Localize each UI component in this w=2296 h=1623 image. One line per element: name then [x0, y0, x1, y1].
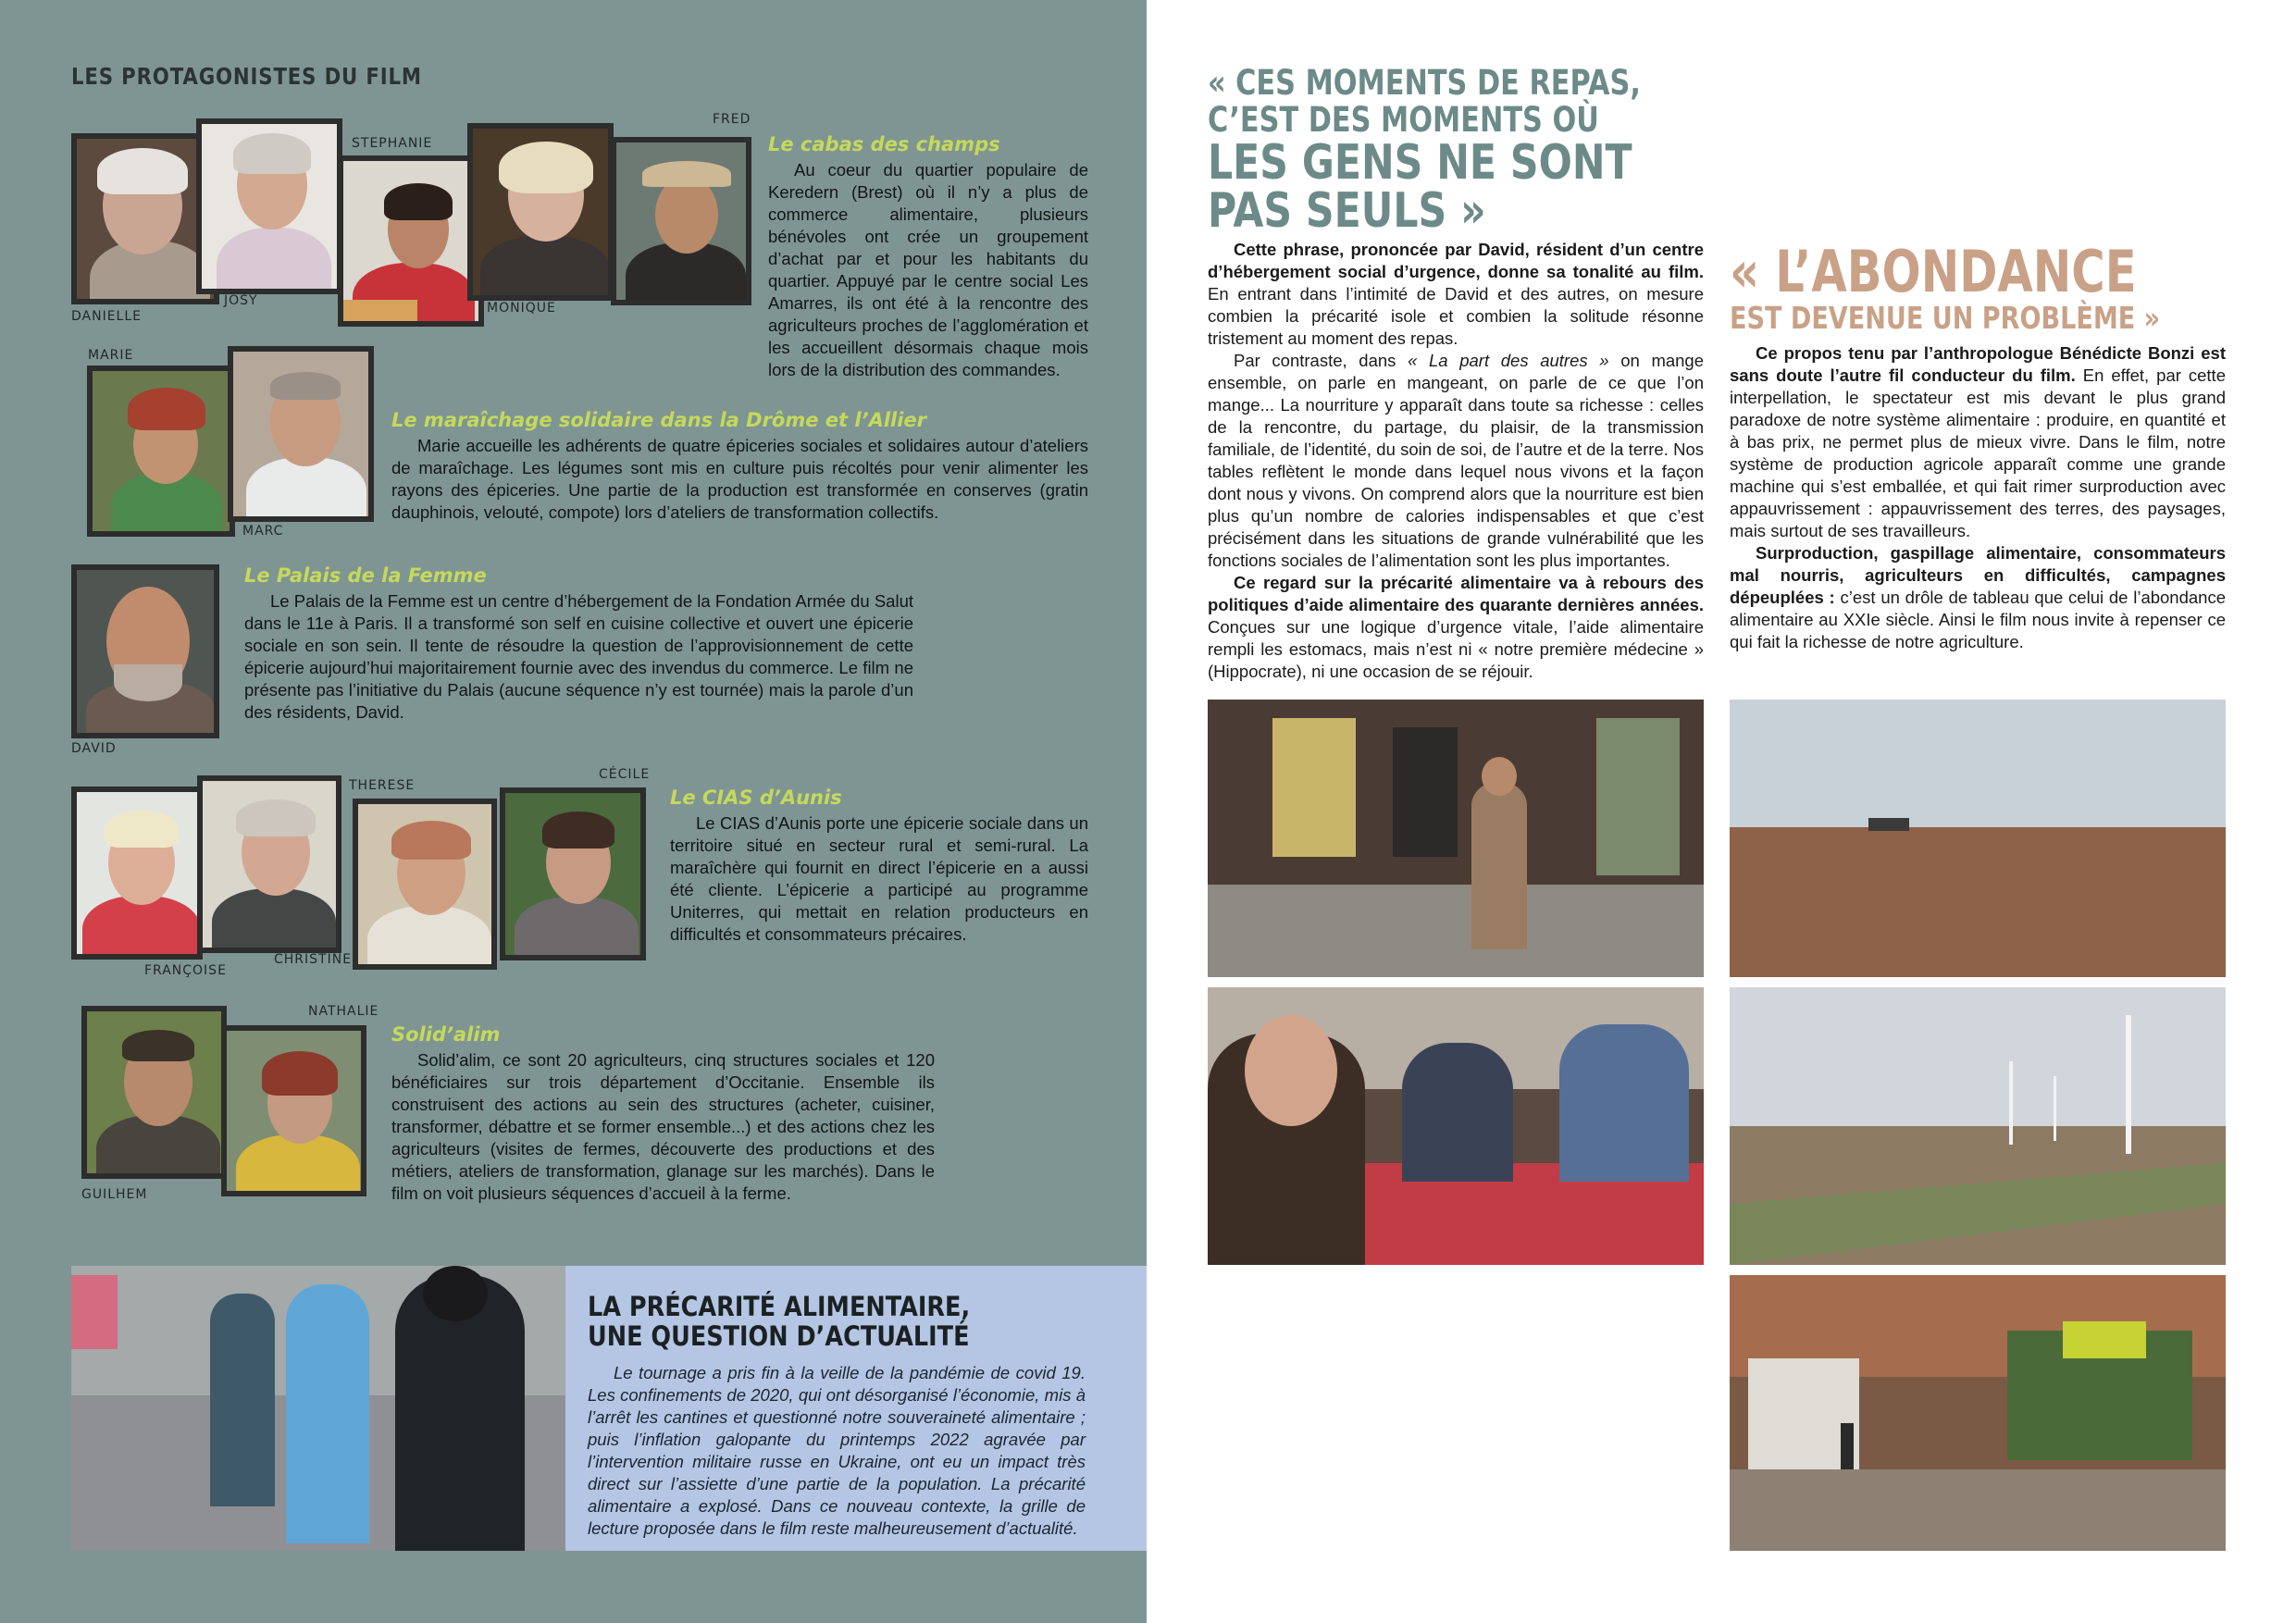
- name-therese: THERESE: [349, 778, 416, 793]
- name-danielle: DANIELLE: [71, 309, 143, 324]
- card-solidalim-title: Solid’alim: [391, 1023, 501, 1046]
- box-title-line1: LA PRÉCARITÉ ALIMENTAIRE,: [588, 1291, 971, 1322]
- name-josy: JOSY: [224, 293, 258, 308]
- name-marie: MARIE: [88, 348, 134, 363]
- photo-therese: [353, 799, 497, 970]
- box-title: [588, 1292, 1025, 1351]
- photo-shared-meal: [1208, 987, 1704, 1265]
- name-christine: CHRISTINE: [274, 952, 353, 967]
- photo-nathalie: [221, 1025, 366, 1196]
- card-cias: [670, 787, 1088, 946]
- box-body: Le tournage a pris fin à la veille de la pandémie de covid 19. Les confinements de 2020, qui ont désorganisé l’économie, mis à l’arrêt les cantines et questionné notre souveraineté alimentaire ; puis l’inflation galopante du printemps 2022 agravée par l’intervention militaire russe en Ukraine, ont eu un impact très direct sur l’assiette d’une partie de la population. La précarité alimentaire a explosé. Dans ce nouveau contexte, la grille de lecture proposée dans le film reste malheureusement d’actualité.: [588, 1363, 1086, 1538]
- photo-fred: [611, 137, 751, 305]
- photo-guilhem: [81, 1006, 227, 1179]
- card-cabas: [768, 133, 1088, 381]
- article-abondance-p2: Surproduction, gaspillage alimentaire, consommateurs mal nourris, agriculteurs en difficultés, campagnes dépeuplées : c’est un drôle de tableau que celui de l’abondance alimentaire au XXIe siècle. Ainsi le film nous invite à repenser ce qui fait la richesse de notre agriculture.: [1730, 543, 2227, 651]
- photo-david: [71, 564, 219, 738]
- photo-josy: [196, 118, 342, 294]
- card-palais: [244, 564, 913, 724]
- card-maraichage-title: Le maraîchage solidaire dans la Drôme et l’Allier: [391, 409, 927, 431]
- card-cabas-body: Au coeur du quartier populaire de Keredern (Brest) où il n’y a plus de commerce alimentaire, plusieurs bénévoles ont crée un groupement d’achat par et pour les habitants du quartier. Appuyé par le centre social Les Amarres, ils ont été à la rencontre des agriculteurs proches de l’agglomération et les accueillent désormais chaque mois lors de la distribution des commandes.: [768, 160, 1088, 379]
- name-francoise: FRANÇOISE: [144, 963, 227, 978]
- name-fred: FRED: [713, 112, 751, 127]
- photo-christine: [197, 775, 341, 953]
- pull-quote-repas-line4: PAS SEULS »: [1208, 183, 1486, 239]
- card-solidalim: [391, 1023, 935, 1205]
- pull-quote-abondance-line1: « L’ABONDANCE: [1730, 238, 2137, 305]
- card-solidalim-body: Solid’alim, ce sont 20 agriculteurs, cinq structures sociales et 120 bénéficiaires sur trois département d’Occitanie. Ensemble ils construisent des actions au sein des structures (acheter, cuisiner, transformer, débattre et se former ensemble...) et des actions chez les agriculteurs (visites de fermes, découverte des productions et des métiers, ateliers de transformation, glanage sur les marchés). Dans le film on voit plusieurs séquences d’accueil à la ferme.: [391, 1050, 935, 1203]
- card-palais-body: Le Palais de la Femme est un centre d’hébergement de la Fondation Armée du Salut dans le 11e à Paris. Il a transformé son self en cuisine collective et ouvert une épicerie sociale en son sein. Il tente de résoudre la question de l’approvisionnement de cette épicerie aujourd’hui majoritairement fournie avec des invendus du commerce. Le film ne présente pas l’initiative du Palais (aucune séquence n’y est tournée) mais la parole d’un des résidents, David.: [244, 591, 913, 722]
- photo-cecile: [500, 787, 646, 960]
- card-cabas-title: Le cabas des champs: [768, 133, 1000, 155]
- article-repas-p1: Cette phrase, prononcée par David, résident d’un centre d’hébergement social d’urgence, donne sa tonalité au film. En entrant dans l’intimité de David et des autres, on mesure combien la précarité isole et combien la solitude résonne tristement au moment des repas.: [1208, 240, 1704, 348]
- article-repas-p2: Par contraste, dans « La part des autres » on mange ensemble, on parle en mangeant, on parle de ce que l’on mange... La nourriture y apparaît dans toute sa richesse : celles de la rencontre, du partage, du plaisir, de la transmission familiale, de l’identité, du soin de soi, de l’autre et de la terre. Nos tables reflètent le monde dans lequel nous vivons et la façon dont nous y vivons. On comprend alors que la nourriture est bien plus qu’un nombre de calories indispensables et que c’est précisément dans les situations de grande vulnérabilité que les fonctions sociales de l’alimentation sont les plus importantes.: [1208, 351, 1705, 570]
- name-stephanie: STEPHANIE: [352, 136, 433, 151]
- article-abondance: [1730, 342, 2226, 653]
- name-david: DAVID: [71, 741, 117, 756]
- card-cias-title: Le CIAS d’Aunis: [670, 787, 842, 809]
- section-heading: LES PROTAGONISTES DU FILM: [71, 63, 422, 90]
- photo-marc: [228, 346, 374, 522]
- right-page: [1147, 0, 2296, 1623]
- box-text: [565, 1266, 1147, 1551]
- box-title-line2: UNE QUESTION D’ACTUALITÉ: [588, 1320, 970, 1352]
- name-guilhem: GUILHEM: [81, 1187, 148, 1202]
- pull-quote-repas-line1: « CES MOMENTS DE REPAS,: [1208, 63, 1641, 103]
- article-repas-p3: Ce regard sur la précarité alimentaire va à rebours des politiques d’aide alimentaire des quarante dernières années. Conçues sur une logique d’urgence vitale, l’aide alimentaire rempli les estomacs, mais n’est ni « notre première médecine » (Hippocrate), ni une occasion de se réjouir.: [1208, 573, 1704, 681]
- photo-field-tractor: [1730, 700, 2226, 977]
- photo-street-david: [1208, 700, 1704, 977]
- pull-quote-repas: [1208, 63, 1726, 239]
- left-page: [0, 0, 1147, 1623]
- pull-quote-repas-line2: C’EST DES MOMENTS OÙ: [1208, 100, 1599, 140]
- card-palais-title: Le Palais de la Femme: [244, 564, 487, 587]
- name-marc: MARC: [242, 524, 284, 539]
- name-monique: MONIQUE: [487, 301, 556, 316]
- photo-francoise: [71, 787, 203, 960]
- card-maraichage: [391, 409, 1088, 524]
- name-nathalie: NATHALIE: [308, 1004, 379, 1019]
- photo-farm-shed: [1730, 1275, 2226, 1551]
- photo-monique: [467, 123, 614, 301]
- pull-quote-repas-line3: LES GENS NE SONT: [1208, 135, 1632, 191]
- card-cias-body: Le CIAS d’Aunis porte une épicerie sociale dans un territoire situé en secteur rural et semi-rural. La maraîchère qui fournit en direct l’épicerie en a aussi été cliente. L’épicerie a participé au programme Uniterres, qui mettait en relation producteurs en difficultés et consommateurs précaires.: [670, 813, 1088, 944]
- card-maraichage-body: Marie accueille les adhérents de quatre épiceries sociales et solidaires autour d’ateliers de maraîchage. Les légumes sont mis en culture puis récoltés pour venir alimenter les rayons des épiceries. Une partie de la production est transformée en conserves (gratin dauphinois, velouté, compote) lors d’ateliers de transformation collectifs.: [391, 436, 1088, 522]
- pull-quote-abondance: [1730, 238, 2248, 336]
- photo-marie: [87, 365, 235, 537]
- box-photo-street: [71, 1266, 565, 1551]
- photo-stephanie: [338, 155, 484, 327]
- pull-quote-abondance-line2: EST DEVENUE UN PROBLÈME »: [1730, 300, 2161, 336]
- photo-wind-turbines: [1730, 987, 2226, 1265]
- article-repas: [1208, 239, 1704, 683]
- article-abondance-p1: Ce propos tenu par l’anthropologue Bénédicte Bonzi est sans doute l’autre fil conducteur du film. En effet, par cette interpellation, le spectateur est mis devant le plus grand paradoxe de notre système alimentaire : produire, en quantité et à bas prix, ne permet plus de mieux vivre. Dans le film, notre système de production agricole apparaît comme une grande machine qui s’est emballée, et qui fait rimer surproduction avec appauvrissement : appauvrissement des terres, des paysages, mais surtout de ses travailleurs.: [1730, 343, 2226, 540]
- name-cecile: CÉCILE: [599, 767, 651, 782]
